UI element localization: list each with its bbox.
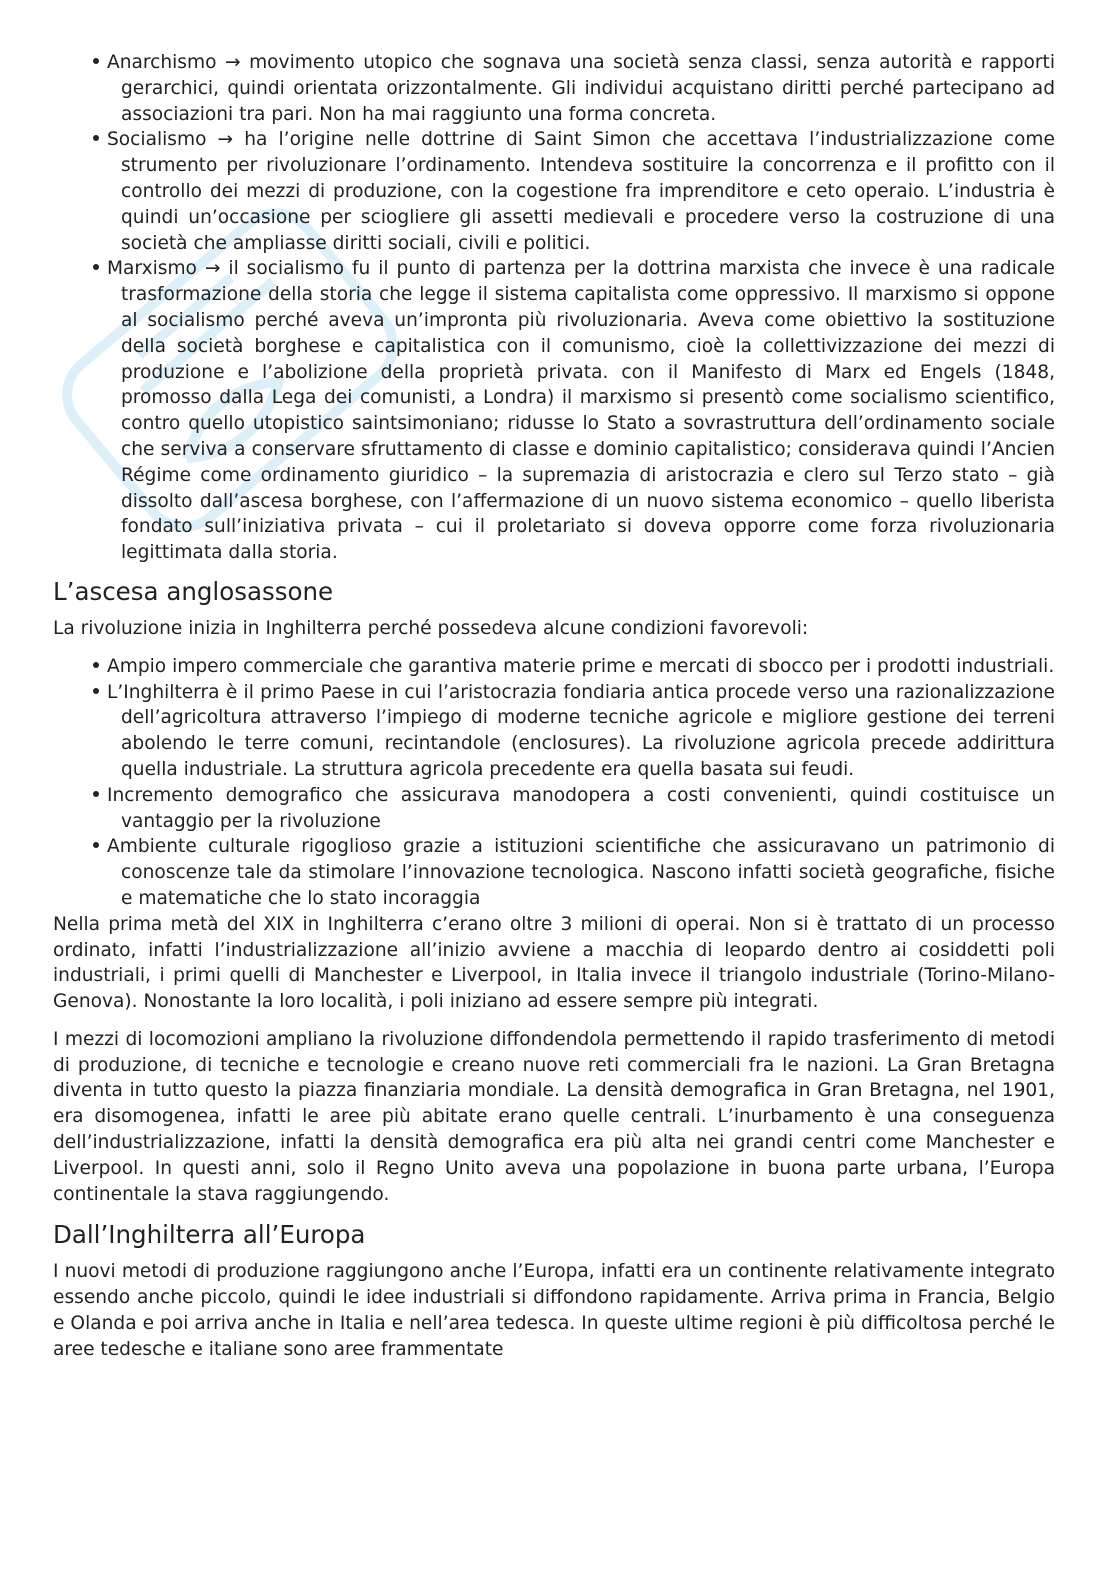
document-page bbox=[53, 50, 1055, 1375]
bullet-icon bbox=[93, 783, 107, 809]
list-item bbox=[107, 834, 1055, 911]
list-item bbox=[107, 783, 1055, 835]
bullet-icon bbox=[93, 834, 107, 860]
bullet-icon bbox=[93, 654, 107, 680]
ideologies-list bbox=[53, 50, 1055, 566]
list-item bbox=[107, 654, 1055, 680]
paragraph-europa: I nuovi metodi di produzione raggiungono anche l’Europa, infatti era un continente relativamente integrato essendo anche piccolo, quindi le idee industriali si diffondono rapidamente. Arriva prima in Francia, Belgio e Olanda e poi arriva anche in Italia e nell’area tedesca. In queste ultime regioni è più difficoltosa perché le aree tedesche e italiane sono aree frammentate bbox=[53, 1261, 1055, 1360]
list-item-text: Anarchismo → movimento utopico che sognava una società senza classi, senza autorità e rapporti gerarchici, quindi orientata orizzontalmente. Gli individui acquistano diritti perché partecipano ad associazioni tra pari. Non ha mai raggiunto una forma concreta. bbox=[107, 52, 1055, 125]
bullet-icon bbox=[93, 50, 107, 76]
list-item-text: Ambiente culturale rigoglioso grazie a istituzioni scientifiche che assicuravano un patrimonio di conoscenze tale da stimolare l’innovazione tecnologica. Nascono infatti società geografiche, fisiche e matematiche che lo stato incoraggia bbox=[107, 836, 1055, 909]
bullet-icon bbox=[93, 127, 107, 153]
list-item-text: Marxismo → il socialismo fu il punto di partenza per la dottrina marxista che invece è una radicale trasformazione della storia che legge il sistema capitalista come oppressivo. Il marxismo si oppone al socialismo perché aveva un’impronta più rivoluzionaria. Aveva come obiettivo la sostituzione della società borghese e capitalistica con il comunismo, cioè la collettivizzazione dei mezzi di produzione e l’abolizione della proprietà privata. con il Manifesto di Marx ed Engels (1848, promosso dalla Lega dei comunisti, a Londra) il marxismo si presentò come socialismo scientifico, contro quello utopistico saintsimoniano; ridusse lo Stato a sovrastruttura dell’ordinamento sociale che serviva a conservare sfruttamento di classe e dominio capitalistico; considerava quindi l’Ancien Régime come ordinamento giuridico – la supremazia di aristocrazia e clero sul Terzo stato – già dissolto dall’ascesa borghese, con l’affermazione di un nuovo sistema economico – quello liberista fondato sull’iniziativa privata – cui il proletariato si doveva opporre come forza rivoluzionaria legittimata dalla storia. bbox=[107, 258, 1055, 564]
list-item-text: L’Inghilterra è il primo Paese in cui l’aristocrazia fondiaria antica procede verso una razionalizzazione dell’agricoltura attraverso l’impiego di moderne tecniche agricole e migliore gestione dei terreni abolendo le terre comuni, recintandole (enclosures). La rivoluzione agricola precede addirittura quella industriale. La struttura agricola precedente era quella basata sui feudi. bbox=[107, 681, 1055, 780]
section-heading-ascesa-anglosassone: L’ascesa anglosassone bbox=[53, 576, 334, 606]
list-item-marxismo bbox=[107, 256, 1055, 566]
list-item-text: Socialismo → ha l’origine nelle dottrine di Saint Simon che accettava l’industrializzazione come strumento per rivoluzionare l’ordinamento. Intendeva sostituire la concorrenza e il profitto con il controllo dei mezzi di produzione, con la cogestione fra imprenditore e ceto operaio. L’industria è quindi un’occasione per sciogliere gli assetti medievali e procedere verso la costruzione di una società che ampliasse diritti sociali, civili e politici. bbox=[107, 129, 1055, 254]
list-item-anarchismo bbox=[107, 50, 1055, 127]
section-heading-inghilterra-europa: Dall’Inghilterra all’Europa bbox=[53, 1220, 366, 1250]
list-item-text: Incremento demografico che assicurava manodopera a costi convenienti, quindi costituisce un vantaggio per la rivoluzione bbox=[107, 784, 1055, 832]
list-item-socialismo bbox=[107, 127, 1055, 256]
paragraph-locomozione: I mezzi di locomozioni ampliano la rivoluzione diffondendola permettendo il rapido trasferimento di metodi di produzione, di tecniche e tecnologie e creano nuove reti commerciali fra le nazioni. La Gran Bretagna diventa in tutto questo la piazza finanziaria mondiale. La densità demografica in Gran Bretagna, nel 1901, era disomogenea, infatti le aree più abitate erano quelle centrali. L’inurbamento è una conseguenza dell’industrializzazione, infatti la densità demografica era più alta nei grandi centri come Manchester e Liverpool. In questi anni, solo il Regno Unito aveva una popolazione in buona parte urbana, l’Europa continentale la stava raggiungendo. bbox=[53, 1028, 1055, 1205]
list-item-text: Ampio impero commerciale che garantiva materie prime e mercati di sbocco per i prodotti industriali. bbox=[107, 655, 1055, 677]
paragraph-operai: Nella prima metà del XIX in Inghilterra c’erano oltre 3 milioni di operai. Non si è trattato di un processo ordinato, infatti l’industrializzazione all’inizio avviene a macchia di leopardo dentro ai cosiddetti poli industriali, i primi quelli di Manchester e Liverpool, in Italia invece il triangolo industriale (Torino-Milano-Genova). Nonostante la loro località, i poli iniziano ad essere sempre più integrati. bbox=[53, 913, 1055, 1013]
conditions-list bbox=[53, 654, 1055, 912]
bullet-icon bbox=[93, 680, 107, 706]
section-intro: La rivoluzione inizia in Inghilterra perché possedeva alcune condizioni favorevoli: bbox=[53, 617, 809, 639]
bullet-icon bbox=[93, 256, 107, 282]
list-item bbox=[107, 680, 1055, 783]
